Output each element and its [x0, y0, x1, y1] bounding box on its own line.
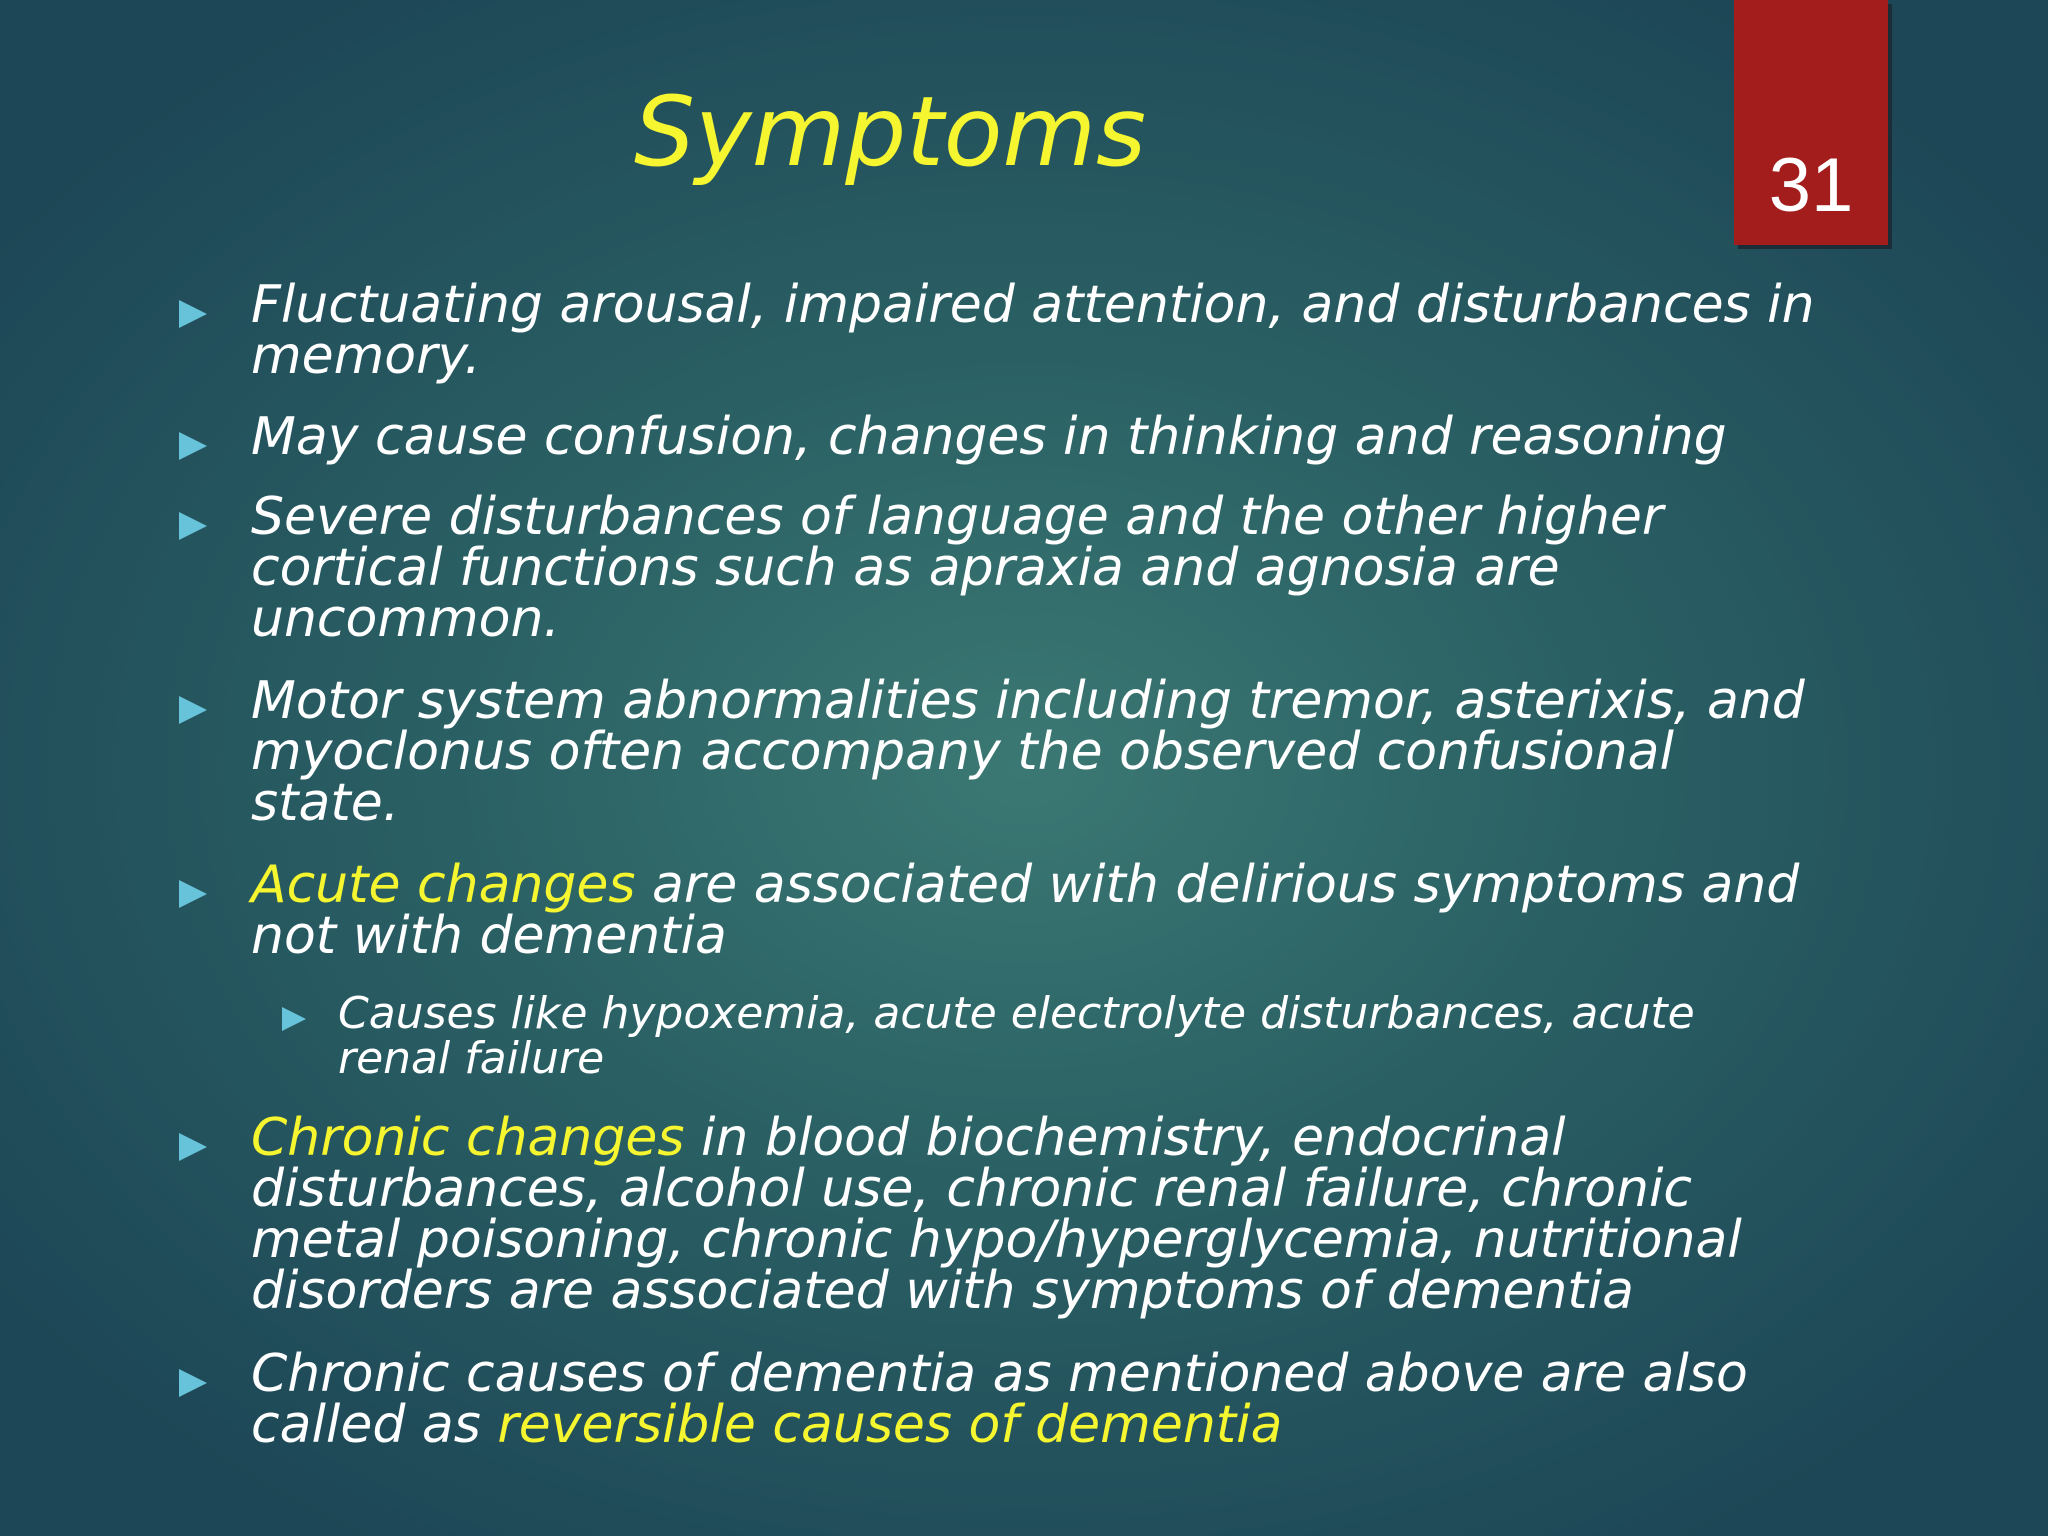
page-number: 31 [1768, 143, 1854, 228]
bullet-line: Causes like hypoxemia, acute electrolyte disturbances, acute [338, 988, 1695, 1039]
bullet-text [251, 407, 1727, 467]
highlight-text: Chronic changes [251, 1108, 685, 1168]
bullet-line-rest: in blood biochemistry, endocrinal [684, 1108, 1566, 1168]
bullet-line: not with dementia [251, 906, 727, 966]
bullet-line: uncommon. [251, 589, 560, 649]
slide-title: Symptoms [633, 76, 1147, 188]
bullet-text [251, 1344, 1748, 1455]
bullet-line: Severe disturbances of language and the other higher [251, 487, 1664, 547]
bullet-line: state. [251, 773, 400, 833]
bullet-arrow-icon [179, 512, 207, 540]
bullet-text [251, 275, 1815, 386]
bullet-line: May cause confusion, changes in thinking and reasoning [251, 407, 1727, 467]
bullet-arrow-icon [179, 432, 207, 460]
bullet-line: myoclonus often accompany the observed confusional [251, 722, 1674, 782]
bullet-line: Fluctuating arousal, impaired attention, and disturbances in [251, 275, 1815, 335]
bullet-line-rest: are associated with delirious symptoms and [635, 855, 1800, 915]
bullet-arrow-icon [179, 1133, 207, 1161]
bullet-text [251, 1108, 1742, 1321]
bullet-line: Chronic causes of dementia as mentioned above are also [251, 1344, 1748, 1404]
bullet-text [251, 855, 1800, 966]
bullet-line: disturbances, alcohol use, chronic renal failure, chronic [251, 1159, 1693, 1219]
bullet-text [251, 487, 1664, 649]
bullet-line: renal failure [338, 1033, 605, 1084]
bullet-arrow-icon [179, 300, 207, 328]
sub-bullet-text [338, 988, 1695, 1084]
bullet-line: cortical functions such as apraxia and agnosia are [251, 538, 1560, 598]
bullet-line: memory. [251, 326, 481, 386]
bullet-line: disorders are associated with symptoms of dementia [251, 1261, 1635, 1321]
bullet-arrow-icon [179, 696, 207, 724]
bullet-line: Motor system abnormalities including tremor, asterixis, and [251, 671, 1805, 731]
bullet-arrow-icon [179, 1369, 207, 1397]
bullet-text [251, 671, 1805, 833]
bullet-arrow-icon [179, 880, 207, 908]
highlight-text: reversible causes of dementia [497, 1395, 1283, 1455]
bullet-line-prefix: called as [251, 1395, 498, 1455]
bullet-line: metal poisoning, chronic hypo/hyperglycemia, nutritional [251, 1210, 1742, 1270]
highlight-text: Acute changes [251, 855, 636, 915]
bullet-arrow-icon [282, 1007, 306, 1031]
page-number-badge [1734, 0, 1888, 245]
